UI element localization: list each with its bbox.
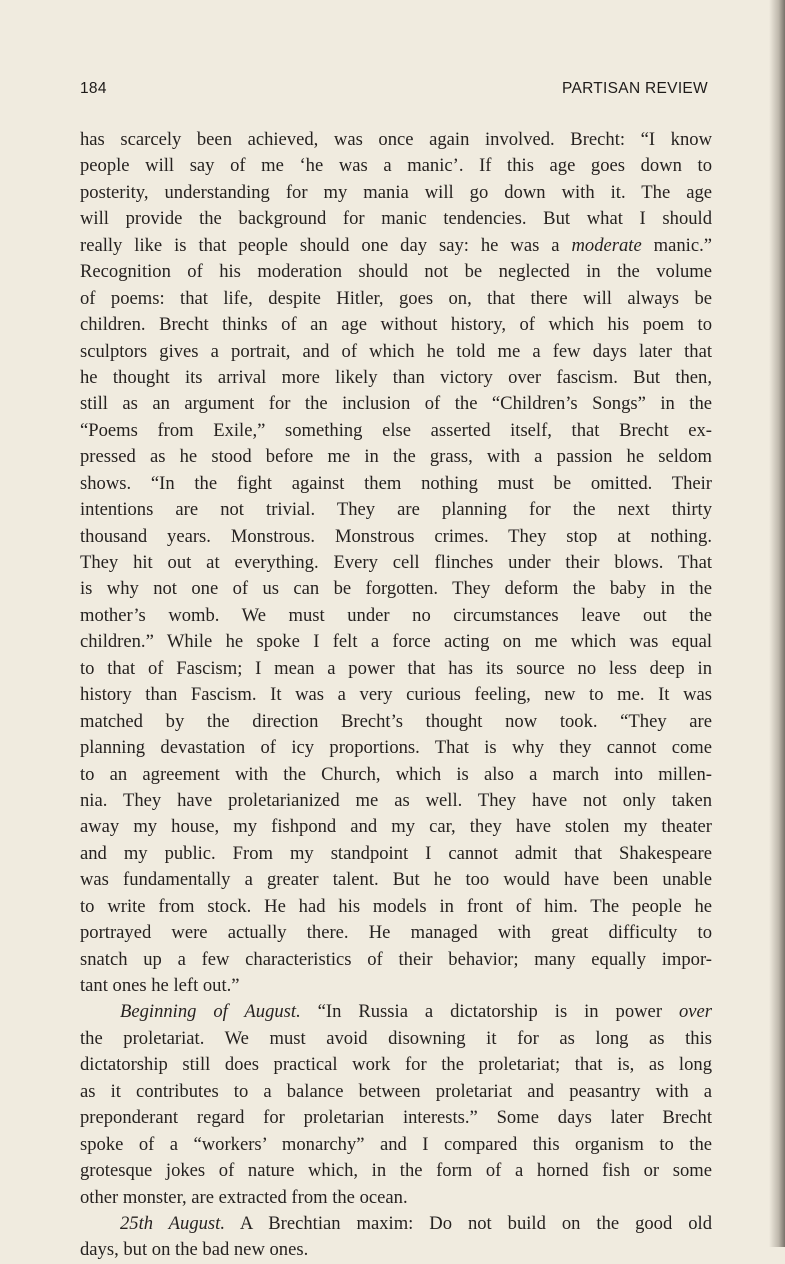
- paragraph: [80, 999, 712, 1211]
- text-line: [80, 497, 712, 523]
- text-line: [80, 603, 712, 629]
- text-line: [80, 788, 712, 814]
- text-line: [80, 233, 712, 259]
- page-number: 184: [80, 80, 107, 97]
- text-line: [80, 762, 712, 788]
- text-run: other monster, are extracted from the ocean.: [80, 1186, 408, 1208]
- italic-run: moderate: [571, 234, 642, 256]
- text-line: [80, 735, 712, 761]
- text-run: is why not one of us can be forgotten. They deform the baby in the: [80, 578, 712, 600]
- text-line: [80, 365, 712, 391]
- text-line: [80, 1132, 712, 1158]
- text-run: really like is that people should one day say: he was a: [80, 234, 572, 256]
- text-line: [80, 444, 712, 470]
- text-line: [80, 1185, 712, 1211]
- text-line: [80, 1052, 712, 1078]
- text-line: [80, 339, 712, 365]
- text-line: [80, 1211, 712, 1237]
- body-text: [80, 127, 712, 1264]
- text-run: will provide the background for manic tendencies. But what I should: [80, 208, 712, 230]
- text-run: history than Fascism. It was a very curious feeling, new to me. It was: [80, 684, 712, 706]
- text-run: children. Brecht thinks of an age without history, of which his poem to: [80, 314, 712, 336]
- text-line: [80, 524, 712, 550]
- text-line: [80, 312, 712, 338]
- text-run: and my public. From my standpoint I cannot admit that Shakespeare: [80, 842, 712, 864]
- text-run: days, but on the bad new ones.: [80, 1239, 309, 1261]
- text-run: A Brechtian maxim: Do not build on the good old: [224, 1212, 712, 1234]
- text-run: Recognition of his moderation should not be neglected in the volume: [80, 261, 712, 283]
- text-line: [80, 973, 712, 999]
- text-run: manic.”: [641, 234, 712, 256]
- text-line: [80, 180, 712, 206]
- text-run: snatch up a few characteristics of their behavior; many equally impor-: [80, 948, 712, 970]
- text-line: [80, 656, 712, 682]
- text-run: he thought its arrival more likely than victory over fascism. But then,: [80, 366, 712, 388]
- text-line: [80, 867, 712, 893]
- text-run: to write from stock. He had his models in front of him. The people he: [80, 895, 712, 917]
- text-run: to an agreement with the Church, which is also a march into millen-: [80, 763, 712, 785]
- text-run: still as an argument for the inclusion of the “Children’s Songs” in the: [80, 393, 712, 415]
- text-line: [80, 259, 712, 285]
- text-run: spoke of a “workers’ monarchy” and I compared this organism to the: [80, 1133, 712, 1155]
- text-line: [80, 576, 712, 602]
- italic-run: 25th August.: [120, 1212, 225, 1234]
- text-run: preponderant regard for proletarian interests.” Some days later Brecht: [80, 1107, 712, 1129]
- text-run: away my house, my fishpond and my car, they have stolen my theater: [80, 816, 712, 838]
- text-line: [80, 1158, 712, 1184]
- text-run: people will say of me ‘he was a manic’. If this age goes down to: [80, 155, 712, 177]
- text-run: portrayed were actually there. He managed with great difficulty to: [80, 922, 712, 944]
- text-line: [80, 1026, 712, 1052]
- text-line: [80, 841, 712, 867]
- text-line: [80, 999, 712, 1025]
- text-run: tant ones he left out.”: [80, 975, 240, 996]
- text-run: to that of Fascism; I mean a power that has its source no less deep in: [80, 657, 712, 679]
- text-line: [80, 1237, 712, 1263]
- text-run: was fundamentally a greater talent. But he too would have been unable: [80, 869, 712, 891]
- text-run: dictatorship still does practical work for the proletariat; that is, as long: [80, 1054, 712, 1076]
- text-line: [80, 391, 712, 417]
- text-run: has scarcely been achieved, was once again involved. Brecht: “I know: [80, 129, 712, 150]
- text-run: planning devastation of icy proportions. That is why they cannot come: [80, 737, 712, 759]
- text-run: “In Russia a dictatorship is in power: [300, 1001, 679, 1023]
- text-line: [80, 629, 712, 655]
- text-run: posterity, understanding for my mania will go down with it. The age: [80, 181, 712, 203]
- text-run: “Poems from Exile,” something else asserted itself, that Brecht ex-: [80, 419, 712, 441]
- text-run: They hit out at everything. Every cell flinches under their blows. That: [80, 552, 712, 573]
- text-run: children.” While he spoke I felt a force acting on me which was equal: [80, 631, 712, 653]
- text-run: sculptors gives a portrait, and of which he told me a few days later that: [80, 340, 712, 362]
- text-run: intentions are not trivial. They are planning for the next thirty: [80, 499, 712, 521]
- paragraph: [80, 127, 712, 999]
- text-line: [80, 920, 712, 946]
- text-run: grotesque jokes of nature which, in the form of a horned fish or some: [80, 1160, 712, 1182]
- text-line: [80, 682, 712, 708]
- page-header: [80, 80, 708, 104]
- text-run: as it contributes to a balance between proletariat and peasantry with a: [80, 1080, 712, 1102]
- running-head: PARTISAN REVIEW: [561, 80, 708, 97]
- text-line: [80, 127, 712, 153]
- text-run: shows. “In the fight against them nothing must be omitted. Their: [80, 472, 712, 494]
- text-run: nia. They have proletarianized me as well. They have not only taken: [80, 789, 712, 811]
- text-run: the proletariat. We must avoid disowning it for as long as this: [80, 1027, 712, 1049]
- paragraph: [80, 1211, 712, 1264]
- text-line: [80, 206, 712, 232]
- text-line: [80, 709, 712, 735]
- italic-run: Beginning of August.: [120, 1001, 301, 1023]
- text-run: of poems: that life, despite Hitler, goes on, that there will always be: [80, 287, 712, 309]
- text-line: [80, 814, 712, 840]
- text-line: [80, 1079, 712, 1105]
- text-line: [80, 153, 712, 179]
- text-line: [80, 550, 712, 576]
- text-run: matched by the direction Brecht’s thought now took. “They are: [80, 710, 712, 732]
- text-line: [80, 471, 712, 497]
- text-line: [80, 1105, 712, 1131]
- text-line: [80, 418, 712, 444]
- text-line: [80, 894, 712, 920]
- text-run: mother’s womb. We must under no circumstances leave out the: [80, 604, 712, 626]
- book-spine-shadow: [769, 0, 785, 1247]
- text-run: thousand years. Monstrous. Monstrous crimes. They stop at nothing.: [80, 525, 712, 547]
- text-line: [80, 286, 712, 312]
- text-line: [80, 947, 712, 973]
- italic-run: over: [678, 1001, 712, 1023]
- text-run: pressed as he stood before me in the grass, with a passion he seldom: [80, 446, 712, 468]
